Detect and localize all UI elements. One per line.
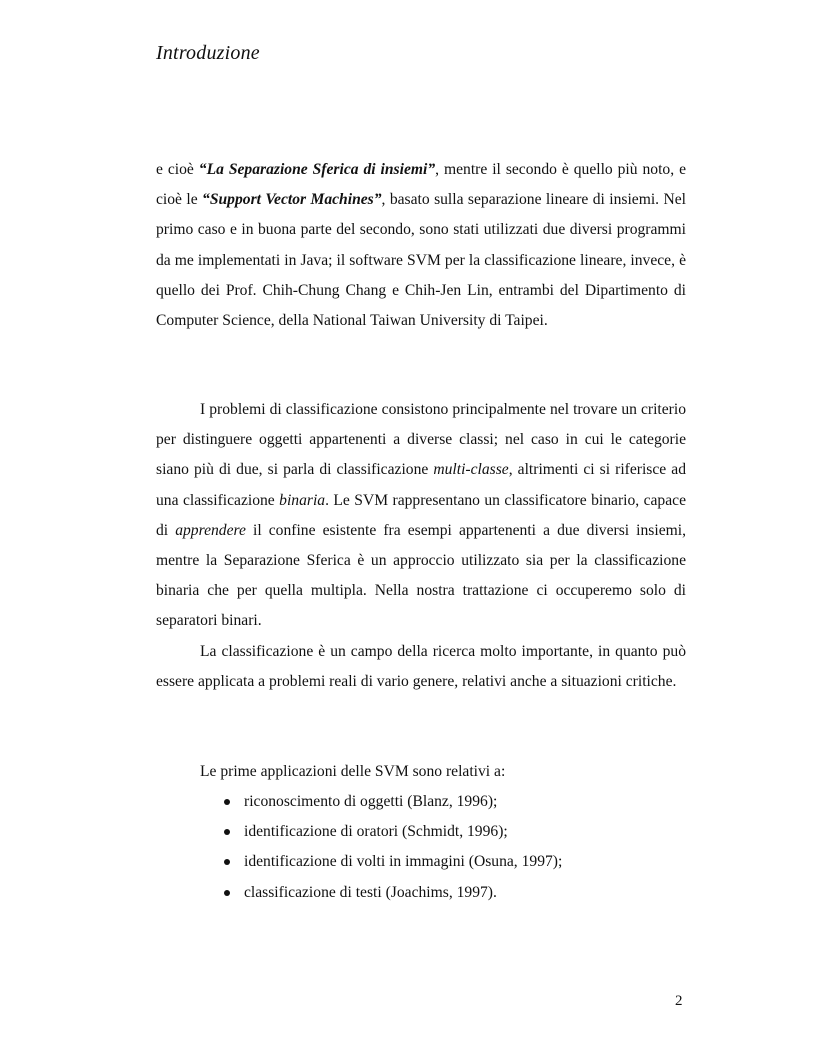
- emphasis-svm: “Support Vector Machines”: [202, 191, 382, 209]
- text-span: , basato sulla separazione lineare di insiemi. Nel primo caso e in buona parte del secondo, sono stati utilizzati due diversi programmi da me implementati in Java; il software SVM per la classificazione lineare, invece, è quello dei Prof. Chih-Chung Chang e Chih-Jen Lin, entrambi del Dipartimento di Computer Science, della National Taiwan University di Taipei.: [156, 191, 686, 330]
- emphasis-learn: apprendere: [175, 521, 246, 539]
- text-span: e cioè: [156, 161, 199, 178]
- applications-list: [222, 787, 562, 908]
- text-span: I problemi di classificazione consistono principalmente nel trovare un criterio per distinguere oggetti appartenenti a diverse classi; nel caso in cui le categorie siano più di due, si parla di classificazione: [156, 401, 686, 479]
- list-item: riconoscimento di oggetti (Blanz, 1996);: [222, 787, 562, 817]
- emphasis-spherical-separation: “La Separazione Sferica di insiemi”: [198, 161, 436, 178]
- text-span: , mentre il secondo è quello più noto, e cioè le: [156, 161, 686, 209]
- paragraph-classification-problems: [156, 395, 686, 637]
- running-header: Introduzione: [156, 42, 260, 64]
- list-item: classificazione di testi (Joachims, 1997).: [222, 878, 562, 908]
- emphasis-binary: binaria: [279, 491, 326, 509]
- list-item: identificazione di oratori (Schmidt, 1996);: [222, 817, 562, 847]
- paragraph-classification-importance: La classificazione è un campo della ricerca molto importante, in quanto può essere applicata a problemi reali di vario genere, relativi anche a situazioni critiche.: [156, 643, 686, 691]
- emphasis-multiclass: multi-classe: [433, 461, 509, 479]
- list-item: identificazione di volti in immagini (Osuna, 1997);: [222, 847, 562, 877]
- text-span: , altrimenti ci si riferisce ad una classificazione: [156, 461, 686, 509]
- text-span: il confine esistente fra esempi appartenenti a due diversi insiemi, mentre la Separazione Sferica è un approccio utilizzato sia per la classificazione binaria che per quella multipla. Nella nostra trattazione ci occuperemo solo di separatori binari.: [156, 521, 686, 630]
- paragraph-intro-methods: [156, 155, 686, 336]
- page-number: 2: [675, 993, 683, 1009]
- text-span: . Le SVM rappresentano un classificatore binario, capace di: [156, 491, 686, 539]
- paragraph-applications-intro: Le prime applicazioni delle SVM sono relativi a:: [200, 763, 506, 780]
